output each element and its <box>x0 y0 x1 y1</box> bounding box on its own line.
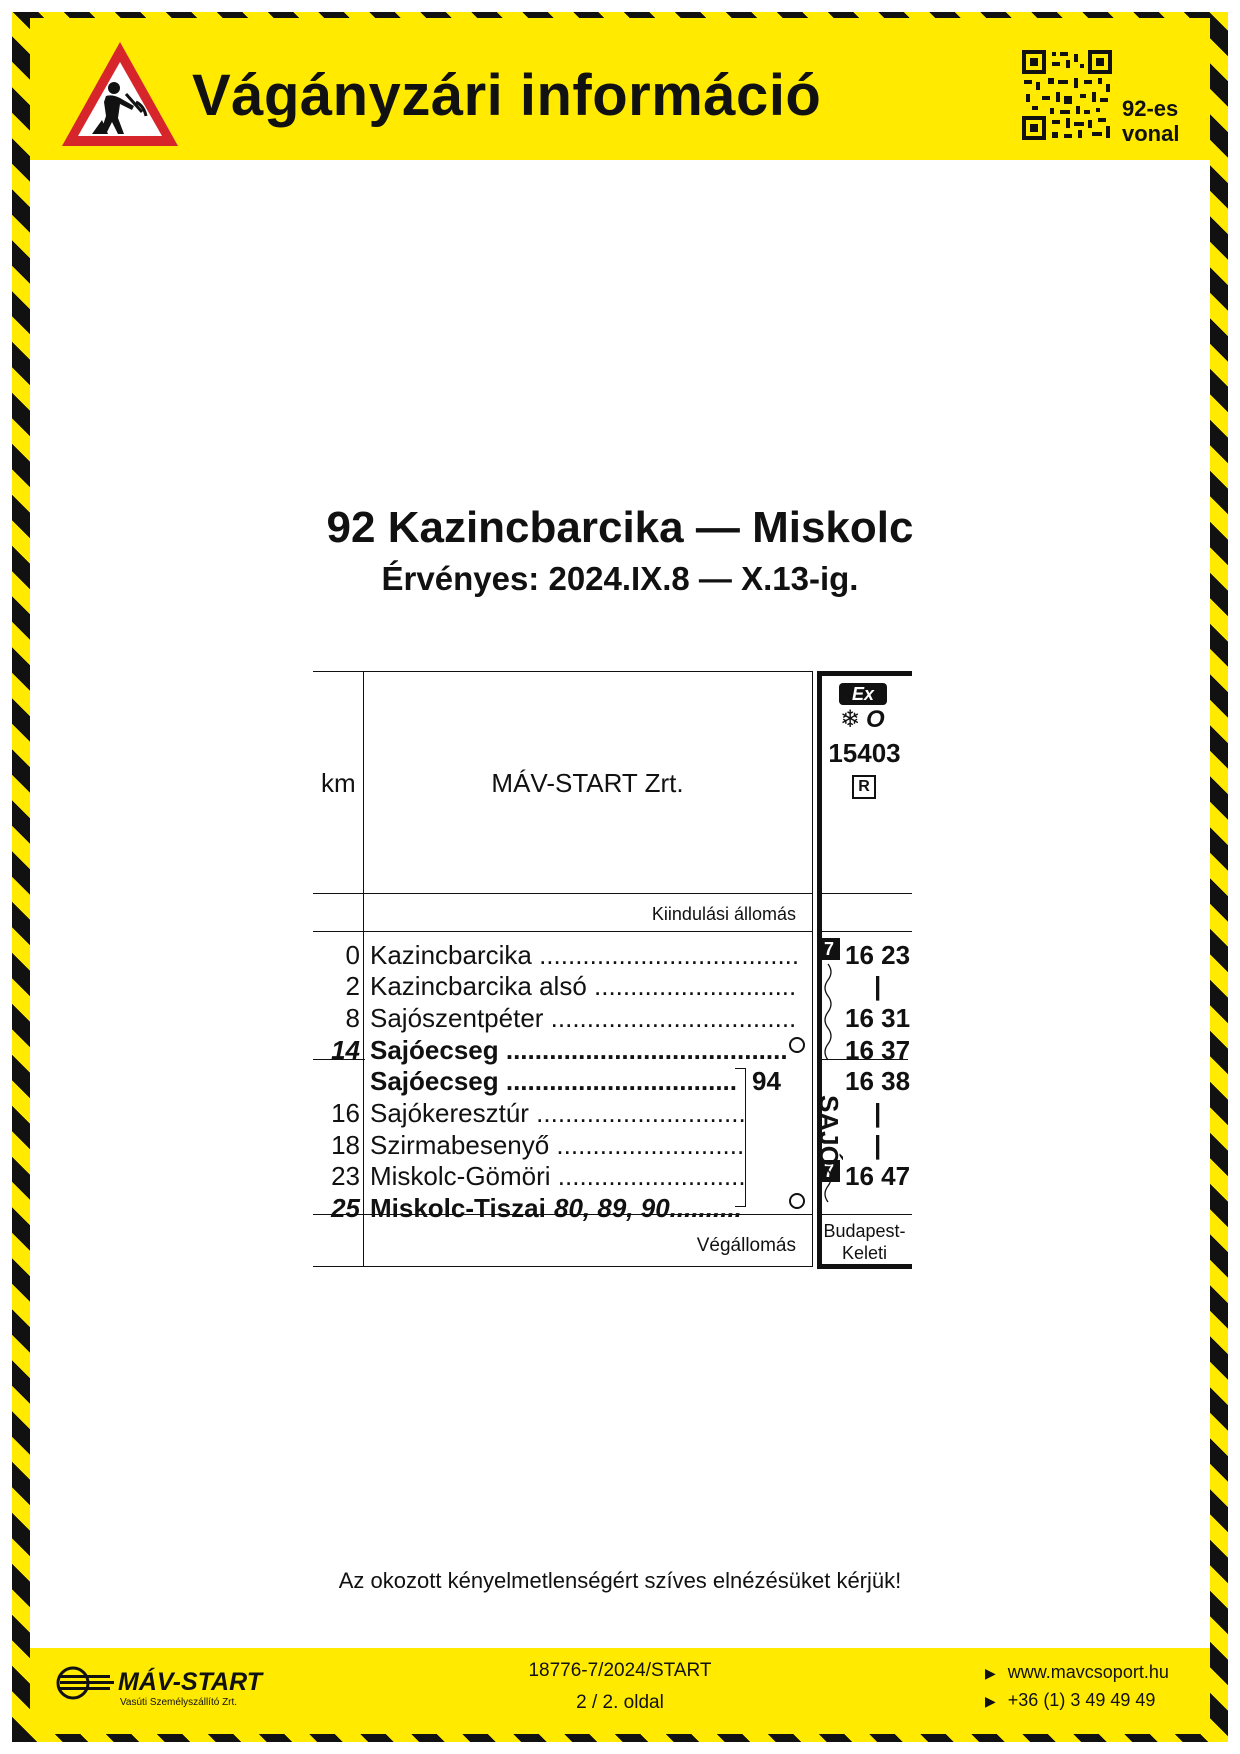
arrow-right-icon: ▶ <box>985 1665 996 1681</box>
route-title: 92 Kazincbarcika — Miskolc <box>326 503 914 552</box>
passes-marker: | <box>874 1130 882 1160</box>
line-badge <box>1122 96 1179 146</box>
km-value: 23 <box>331 1161 360 1191</box>
page-header-title: Vágányzári információ <box>192 63 822 128</box>
arrival-time: 16 47 <box>845 1161 911 1191</box>
train-rule-header <box>817 893 912 894</box>
train-rule-bottom <box>817 1264 912 1269</box>
table-col-km <box>363 671 364 1266</box>
phone-number[interactable]: +36 (1) 3 49 49 49 <box>1007 1690 1156 1710</box>
connecting-line-number: 94 <box>752 1066 781 1096</box>
departure-station-label: Kiindulási állomás <box>651 904 796 924</box>
table-rule-departure <box>313 931 813 932</box>
station-name: Kazincbarcika .................................... <box>370 940 800 970</box>
qr-code-icon[interactable] <box>1022 50 1112 140</box>
phone-row[interactable] <box>985 1690 1155 1711</box>
day-badge: 7 <box>818 1160 840 1182</box>
departure-time: 16 31 <box>845 1003 911 1033</box>
operator-name: MÁV-START Zrt. <box>491 768 684 798</box>
reservation-icon: R <box>852 775 876 799</box>
mav-logo-icon <box>56 1666 118 1700</box>
arrival-time: 16 37 <box>845 1035 911 1065</box>
station-name: Miskolc-Gömöri .......................... <box>370 1161 746 1191</box>
departure-time: 16 23 <box>845 940 911 970</box>
km-header: km <box>321 768 356 798</box>
km-value: 8 <box>345 1003 360 1033</box>
station-name: Sajókeresztúr ............................. <box>370 1098 746 1128</box>
connection-bracket <box>735 1068 746 1207</box>
bus-replacement-line-icon <box>814 962 844 1212</box>
stop-marker-icon <box>789 1037 805 1053</box>
table-rule-header <box>313 893 813 894</box>
line-word: vonal <box>1122 121 1180 146</box>
express-icon: Ex <box>839 683 887 705</box>
apology-note: Az okozott kényelmetlenségért szíves elnézésüket kérjük! <box>338 1568 902 1593</box>
validity-period: Érvényes: 2024.IX.8 — X.13-ig. <box>381 560 859 597</box>
km-value: 18 <box>331 1130 360 1160</box>
table-rule-bottom <box>313 1266 813 1267</box>
km-value: 25 <box>331 1193 360 1223</box>
company-logo-text: MÁV-START <box>118 1668 262 1696</box>
station-name: Kazincbarcika alsó ............................ <box>370 971 797 1001</box>
table-col-stations <box>812 671 813 1266</box>
line-number: 92-es <box>1122 96 1179 121</box>
roadworks-warning-icon <box>56 36 184 152</box>
table-rule-top <box>313 671 813 672</box>
km-value: 14 <box>331 1035 360 1065</box>
document-number: 18776-7/2024/START <box>528 1660 712 1681</box>
terminus-label: Végállomás <box>696 1235 796 1256</box>
train-rule-top <box>817 671 912 676</box>
air-conditioning-icon: ❄ <box>840 706 861 733</box>
day-badge: 7 <box>818 938 840 960</box>
km-value: 2 <box>345 971 360 1001</box>
train-rule-departure <box>817 931 912 932</box>
mav-start-logo <box>56 1662 266 1712</box>
company-tagline: Vasúti Személyszállító Zrt. <box>120 1697 238 1708</box>
station-name: Sajóecseg ................................ <box>370 1066 738 1096</box>
station-name: Szirmabesenyő .......................... <box>370 1130 745 1160</box>
terminus-station: Keleti <box>841 1243 888 1263</box>
passes-marker: | <box>874 1098 882 1128</box>
km-value: 0 <box>345 940 360 970</box>
page-number: 2 / 2. oldal <box>576 1692 664 1713</box>
train-rule-terminus <box>817 1214 912 1215</box>
first-class-icon: O <box>866 706 885 733</box>
terminus-station: Budapest- <box>823 1221 906 1241</box>
train-number: 15403 <box>828 738 901 768</box>
station-name: Sajószentpéter .................................. <box>370 1003 797 1033</box>
bus-line-label: SAJÓ <box>814 1095 844 1166</box>
website-row[interactable] <box>985 1662 1169 1683</box>
passes-marker: | <box>874 971 882 1001</box>
arrow-right-icon: ▶ <box>985 1693 996 1709</box>
website-link[interactable]: www.mavcsoport.hu <box>1007 1662 1169 1682</box>
station-name: Sajóecseg ....................................... <box>370 1035 788 1065</box>
departure-time: 16 38 <box>845 1066 911 1096</box>
km-value: 16 <box>331 1098 360 1128</box>
content-area <box>30 160 1210 1648</box>
connecting-lines: 80, 89, 90.......... <box>554 1193 742 1223</box>
station-name: Miskolc-Tiszai <box>370 1193 546 1223</box>
stop-marker-icon <box>789 1193 805 1209</box>
